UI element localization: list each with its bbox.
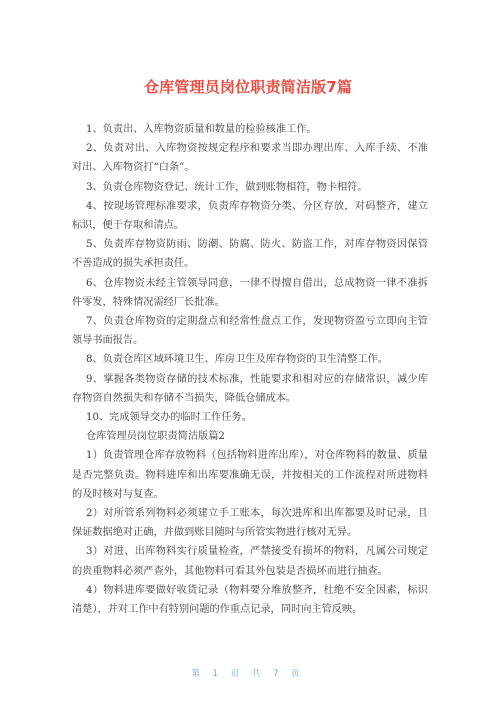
paragraph: 1）负责管理仓库存放物料（包括物料进库出库），对仓库物料的数量、质量是否完整负责。物料进库和出库要准确无误，并按相关的工作流程对所进物料的及时核对与复查。	[72, 450, 428, 500]
page-number-footer: 第 1 页 共 7 页	[191, 669, 305, 679]
paragraph: 3、负责仓库物资登记、统计工作，做到账物相符，物卡相符。	[86, 181, 368, 193]
paragraph: 10、完成领导交办的临时工作任务。	[86, 412, 252, 424]
paragraph: 1、负责出、入库物资质量和数量的检验核准工作。	[86, 124, 317, 135]
paragraph: 4、按现场管理标准要求，负责库存物资分类、分区存放，对码整齐，建立标识，便于存取和清点。	[72, 200, 428, 232]
paragraph: 5、负责库存物资防雨、防潮、防腐、防火、防盗工作，对库存物资因保管不善造成的损失承担责任。	[72, 239, 428, 270]
paragraph: 8、负责仓库区域环境卫生、库房卫生及库存物资的卫生清整工作。	[86, 354, 388, 366]
paragraph: 3）对进、出库物料实行质量检查，严禁接受有损坏的物料，凡属公司规定的贵重物料必须严查外，其他物料可看其外包装是否损坏而进行抽查。	[72, 546, 428, 577]
section-heading: 仓库管理员岗位职责简洁版篇2	[86, 431, 225, 443]
document-body	[72, 120, 428, 619]
paragraph: 2、负责对出、入库物资按规定程序和要求当即办理出库、入库手续、不准对出、入库物资打“白条”。	[72, 143, 428, 174]
paragraph: 7、负责仓库物资的定期盘点和经常性盘点工作，发现物资盈亏立即向主管领导书面报告。	[72, 316, 428, 347]
paragraph: 4）物料进库要做好收货记录（物料要分堆放整齐，杜绝不安全因素，标识清楚），并对工作中有特别问题的作重点记录，同时向主管反映。	[72, 584, 428, 616]
document-title: 仓库管理员岗位职责简洁版7篇	[143, 78, 353, 96]
paragraph: 6、仓库物资未经主管领导同意，一律不得擅自借出，总成物资一律不准拆件零发，特殊情况需经厂长批准。	[72, 277, 428, 308]
paragraph: 9、掌握各类物资存储的技术标准，性能要求和相对应的存储常识，减少库存物资自然损失和存储不当损失，降低仓储成本。	[72, 373, 428, 404]
paragraph: 2）对所管系列物料必须建立手工账本，每次进库和出库都要及时记录，且保证数据绝对正确，并做到账目随时与所管实物进行核对无异。	[72, 508, 428, 539]
